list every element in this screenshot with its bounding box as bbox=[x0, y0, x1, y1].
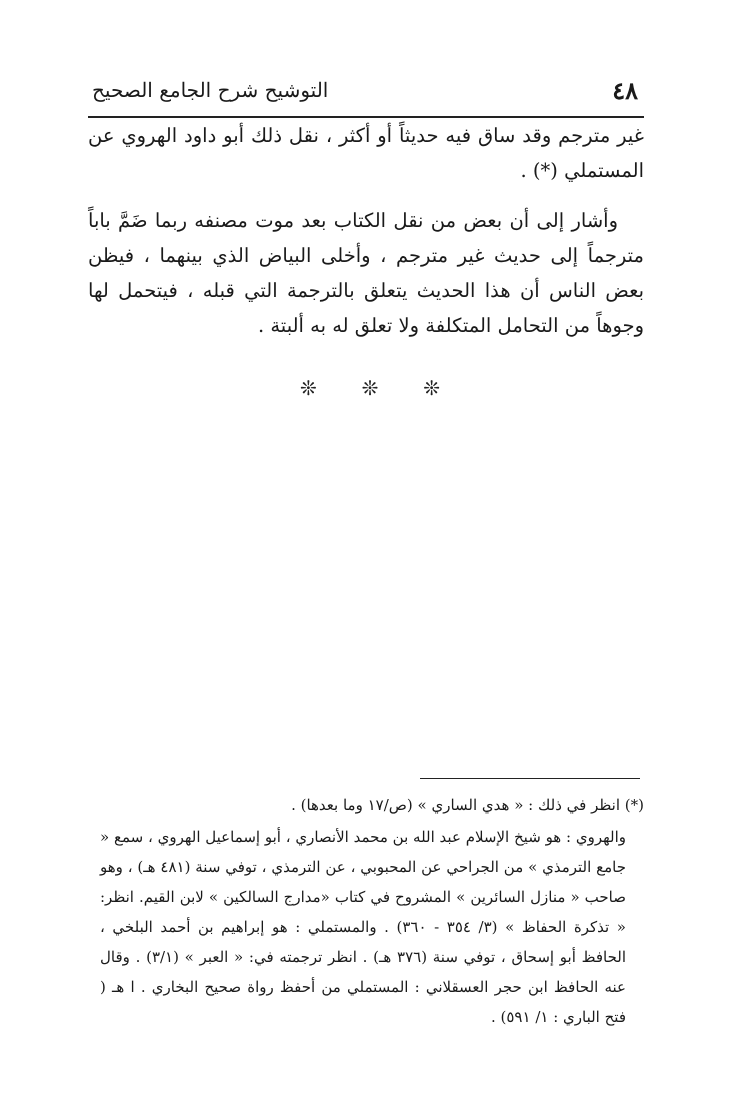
paragraph-2: وأشار إلى أن بعض من نقل الكتاب بعد موت مصنفه ربما ضَمَّ باباً مترجماً إلى حديث غير مترجم ، وأخلى البياض الذي بينهما ، فيظن بعض الناس أن هذا الحديث يتعلق بالترجمة التي قبله ، فيتحمل لها وجوهاً من التحامل المتكلفة ولا تعلق له به ألبتة . bbox=[88, 209, 644, 337]
ornament-star: ❊ bbox=[361, 376, 379, 400]
footnote-reference: (*) انظر في ذلك : « هدي الساري » (ص/١٧ وما بعدها) . bbox=[291, 796, 644, 814]
main-text bbox=[88, 118, 644, 343]
page-header bbox=[88, 76, 644, 112]
page-number: ٤٨ bbox=[612, 76, 638, 105]
footnotes bbox=[100, 790, 644, 1032]
footnote-body: والهروي : هو شيخ الإسلام عبد الله بن محمد الأنصاري ، أبو إسماعيل الهروي ، سمع « جامع الترمذي » من الجراحي عن المحبوبي ، عن الترمذي ، توفي سنة (٤٨١ هـ) ، وهو صاحب « منازل السائرين » المشروح في كتاب «مدارج السالكين » لابن القيم. انظر: « تذكرة الحفاظ » (٣/ ٣٥٤ - ٣٦٠) . والمستملي : هو إبراهيم بن أحمد البلخي ، الحافظ أبو إسحاق ، توفي سنة (٣٧٦ هـ) . انظر ترجمته في: « العبر » (٣/١) . وقال عنه الحافظ ابن حجر العسقلاني : المستملي من أحفظ رواة صحيح البخاري . ا هـ ( فتح الباري : ١/ ٥٩١) . bbox=[100, 828, 627, 1026]
section-ornament bbox=[300, 376, 440, 400]
ornament-star: ❊ bbox=[423, 376, 440, 400]
ornament-star: ❊ bbox=[300, 376, 317, 400]
paragraph-1: غير مترجم وقد ساق فيه حديثاً أو أكثر ، نقل ذلك أبو داود الهروي عن المستملي (*) . bbox=[88, 124, 644, 182]
running-title: التوشيح شرح الجامع الصحيح bbox=[92, 78, 329, 102]
footnote-rule bbox=[420, 778, 640, 779]
